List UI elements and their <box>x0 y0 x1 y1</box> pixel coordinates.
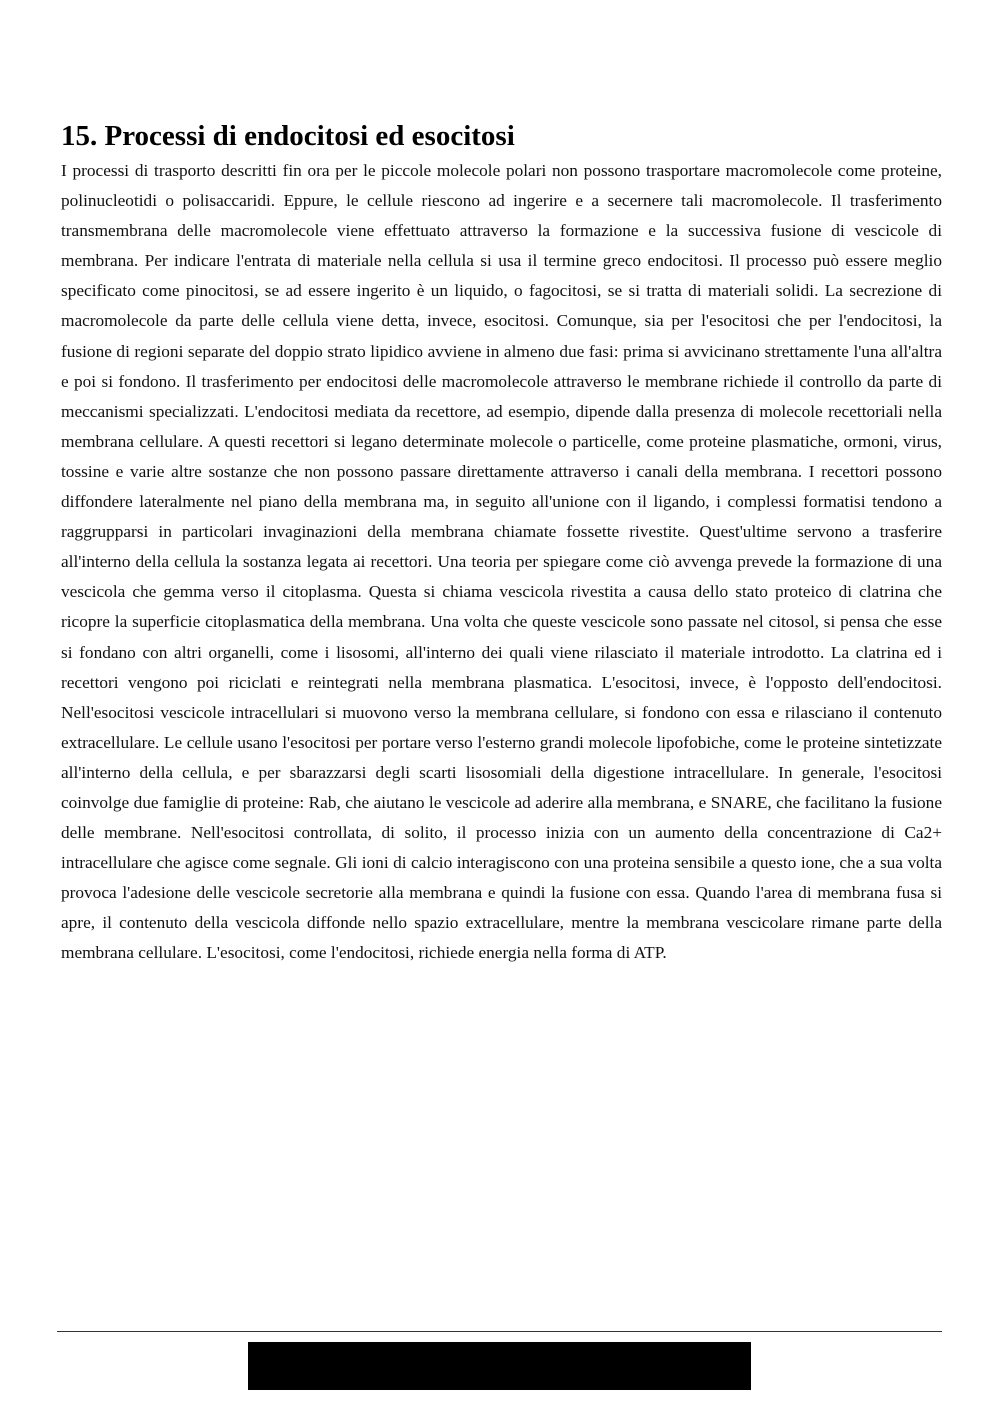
body-paragraph: I processi di trasporto descritti fin ora per le piccole molecole polari non possono trasportare macromolecole come proteine, polinucleotidi o polisaccaridi. Eppure, le cellule riescono ad ingerire e a secernere tali macromolecole. Il trasferimento transmembrana delle macromolecole viene effettuato attraverso la formazione e la successiva fusione di vescicole di membrana. Per indicare l'entrata di materiale nella cellula si usa il termine greco endocitosi. Il processo può essere meglio specificato come pinocitosi, se ad essere ingerito è un liquido, o fagocitosi, se si tratta di materiali solidi. La secrezione di macromolecole da parte delle cellula viene detta, invece, esocitosi. Comunque, sia per l'esocitosi che per l'endocitosi, la fusione di regioni separate del doppio strato lipidico avviene in almeno due fasi: prima si avvicinano strettamente l'una all'altra e poi si fondono. Il trasferimento per endocitosi delle macromolecole attraverso le membrane richiede il controllo da parte di meccanismi specializzati. L'endocitosi mediata da recettore, ad esempio, dipende dalla presenza di molecole recettoriali nella membrana cellulare. A questi recettori si legano determinate molecole o particelle, come proteine plasmatiche, ormoni, virus, tossine e varie altre sostanze che non possono passare direttamente attraverso i canali della membrana. I recettori possono diffondere lateralmente nel piano della membrana ma, in seguito all'unione con il ligando, i complessi formatisi tendono a raggrupparsi in particolari invaginazioni della membrana chiamate fossette rivestite. Quest'ultime servono a trasferire all'interno della cellula la sostanza legata ai recettori. Una teoria per spiegare come ciò avvenga prevede la formazione di una vescicola che gemma verso il citoplasma. Questa si chiama vescicola rivestita a causa dello stato proteico di clatrina che ricopre la superficie citoplasmatica della membrana. Una volta che queste vescicole sono passate nel citosol, si pensa che esse si fondano con altri organelli, come i lisosomi, all'interno dei quali viene rilasciato il materiale introdotto. La clatrina ed i recettori vengono poi riciclati e reintegrati nella membrana plasmatica. L'esocitosi, invece, è l'opposto dell'endocitosi. Nell'esocitosi vescicole intracellulari si muovono verso la membrana cellulare, si fondono con essa e rilasciano il contenuto extracellulare. Le cellule usano l'esocitosi per portare verso l'esterno grandi molecole lipofobiche, come le proteine sintetizzate all'interno della cellula, e per sbarazzarsi degli scarti lisosomiali della digestione intracellulare. In generale, l'esocitosi coinvolge due famiglie di proteine: Rab, che aiutano le vescicole ad aderire alla membrana, e SNARE, che facilitano la fusione delle membrane. Nell'esocitosi controllata, di solito, il processo inizia con un aumento della concentrazione di Ca2+ intracellulare che agisce come segnale. Gli ioni di calcio interagiscono con una proteina sensibile a questo ione, che a sua volta provoca l'adesione delle vescicole secretorie alla membrana e quindi la fusione con essa. Quando l'area di membrana fusa si apre, il contenuto della vescicola diffonde nello spazio extracellulare, mentre la membrana vescicolare rimane parte della membrana cellulare. L'esocitosi, come l'endocitosi, richiede energia nella forma di ATP. <box>61 161 942 963</box>
section-title: 15. Processi di endocitosi ed esocitosi <box>61 120 515 152</box>
footer-redaction-block <box>248 1342 751 1390</box>
footer-divider <box>57 1331 942 1332</box>
